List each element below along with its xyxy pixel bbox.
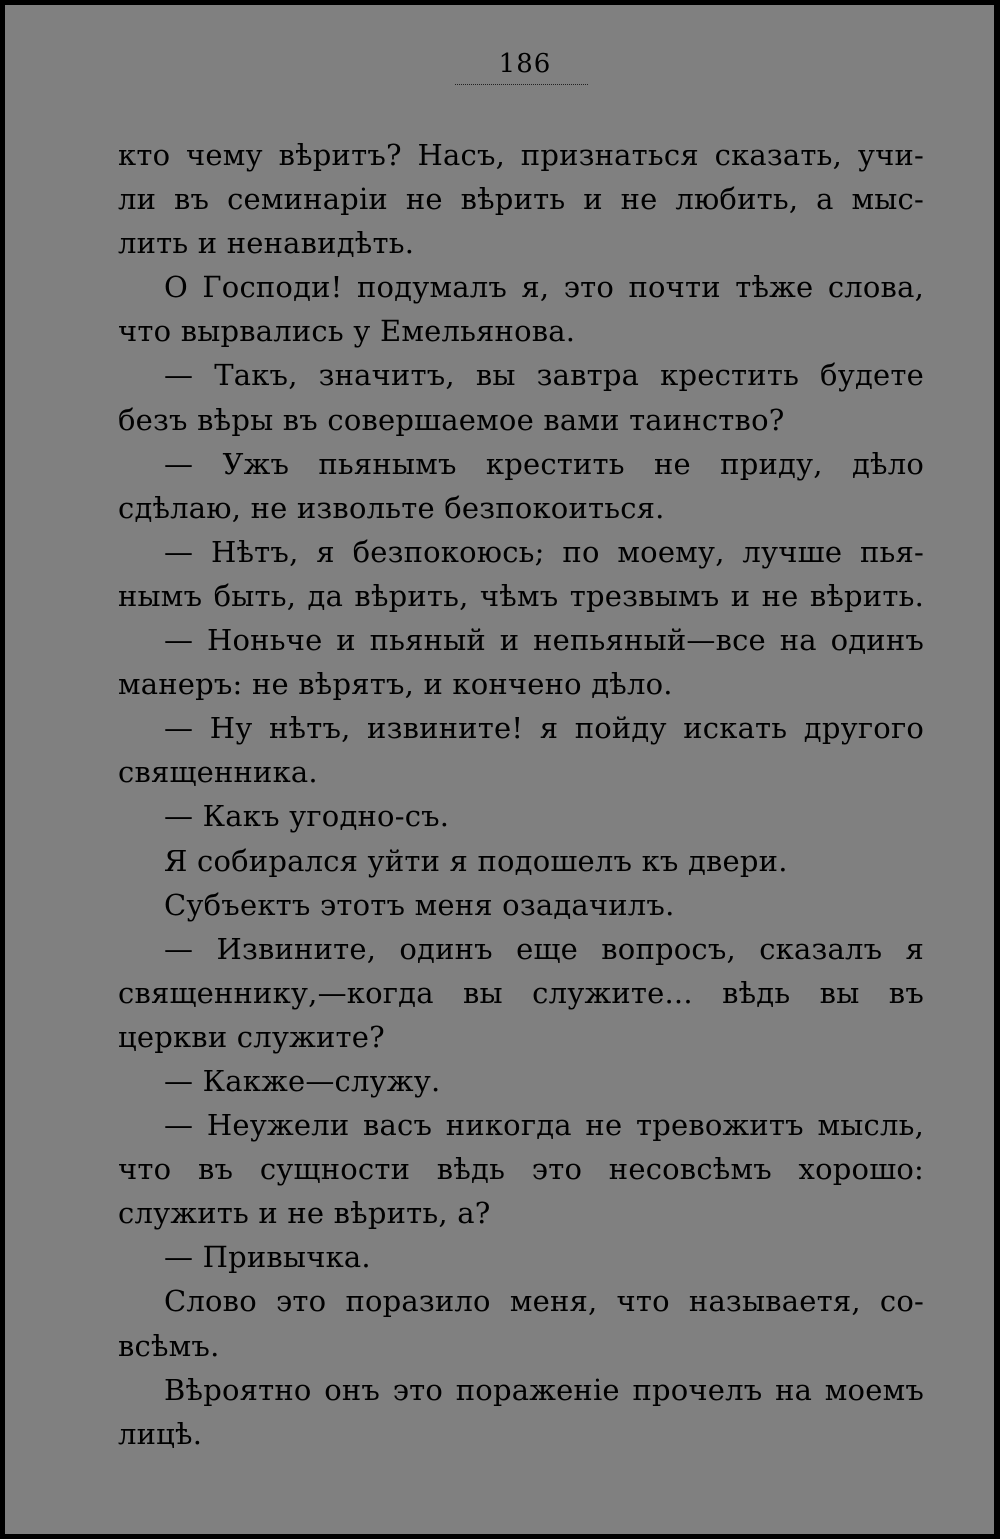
text-line: безъ вѣры въ совершаемое вами таинство? xyxy=(118,402,785,437)
text-line: — Извините, одинъ еще вопросъ, сказалъ я xyxy=(164,931,924,966)
text-line: — Ну нѣтъ, извините! я пойду искать другого xyxy=(164,711,924,746)
text-line: лицѣ. xyxy=(118,1416,203,1451)
text-line: священнику,—когда вы служите... вѣдь вы въ xyxy=(118,975,924,1010)
text-line: кто чему вѣритъ? Насъ, признаться сказать, учи- xyxy=(118,138,924,172)
text-line: всѣмъ. xyxy=(118,1328,220,1363)
text-line: Вѣроятно онъ это пораженіе прочелъ на моемъ xyxy=(164,1372,924,1407)
book-page xyxy=(5,5,994,1534)
header-rule xyxy=(455,84,588,85)
text-line: священника. xyxy=(118,755,318,790)
text-line: Субъектъ этотъ меня озадачилъ. xyxy=(164,887,675,922)
text-line: что въ сущности вѣдь это несовсѣмъ хорошо: xyxy=(118,1152,924,1187)
page-number: 186 xyxy=(498,49,552,79)
text-line: манеръ: не вѣрятъ, и кончено дѣло. xyxy=(118,667,673,702)
text-line: Слово это поразило меня, что называетя, со- xyxy=(164,1284,924,1319)
text-line: — Ноньче и пьяный и непьяный—все на одинъ xyxy=(164,623,924,658)
text-line: сдѣлаю, не извольте безпокоиться. xyxy=(118,490,665,525)
text-line: — Какъ угодно-съ. xyxy=(164,799,450,834)
text-line: Я собирался уйти я подошелъ къ двери. xyxy=(164,843,788,878)
text-line: — Нѣтъ, я безпокоюсь; по моему, лучше пья- xyxy=(164,534,924,569)
text-line: — Такъ, значитъ, вы завтра крестить будете xyxy=(164,358,924,393)
text-line: служить и не вѣрить, а? xyxy=(118,1196,491,1231)
text-line: церкви служите? xyxy=(118,1019,385,1054)
text-line: — Неужели васъ никогда не тревожитъ мысль, xyxy=(164,1108,924,1143)
text-line: — Какже—служу. xyxy=(164,1063,441,1098)
text-line: что вырвались у Емельянова. xyxy=(118,314,576,349)
text-line: ли въ семинаріи не вѣрить и не любить, а мыс- xyxy=(118,182,924,217)
text-line: — Привычка. xyxy=(164,1240,371,1275)
text-line: — Ужъ пьянымъ крестить не приду, дѣло xyxy=(164,446,924,481)
text-line: О Господи! подумалъ я, это почти тѣже слова, xyxy=(164,270,924,305)
text-line: лить и ненавидѣть. xyxy=(118,226,415,261)
body-text xyxy=(118,133,924,1456)
text-line: нымъ быть, да вѣрить, чѣмъ трезвымъ и не вѣрить. xyxy=(118,578,924,613)
